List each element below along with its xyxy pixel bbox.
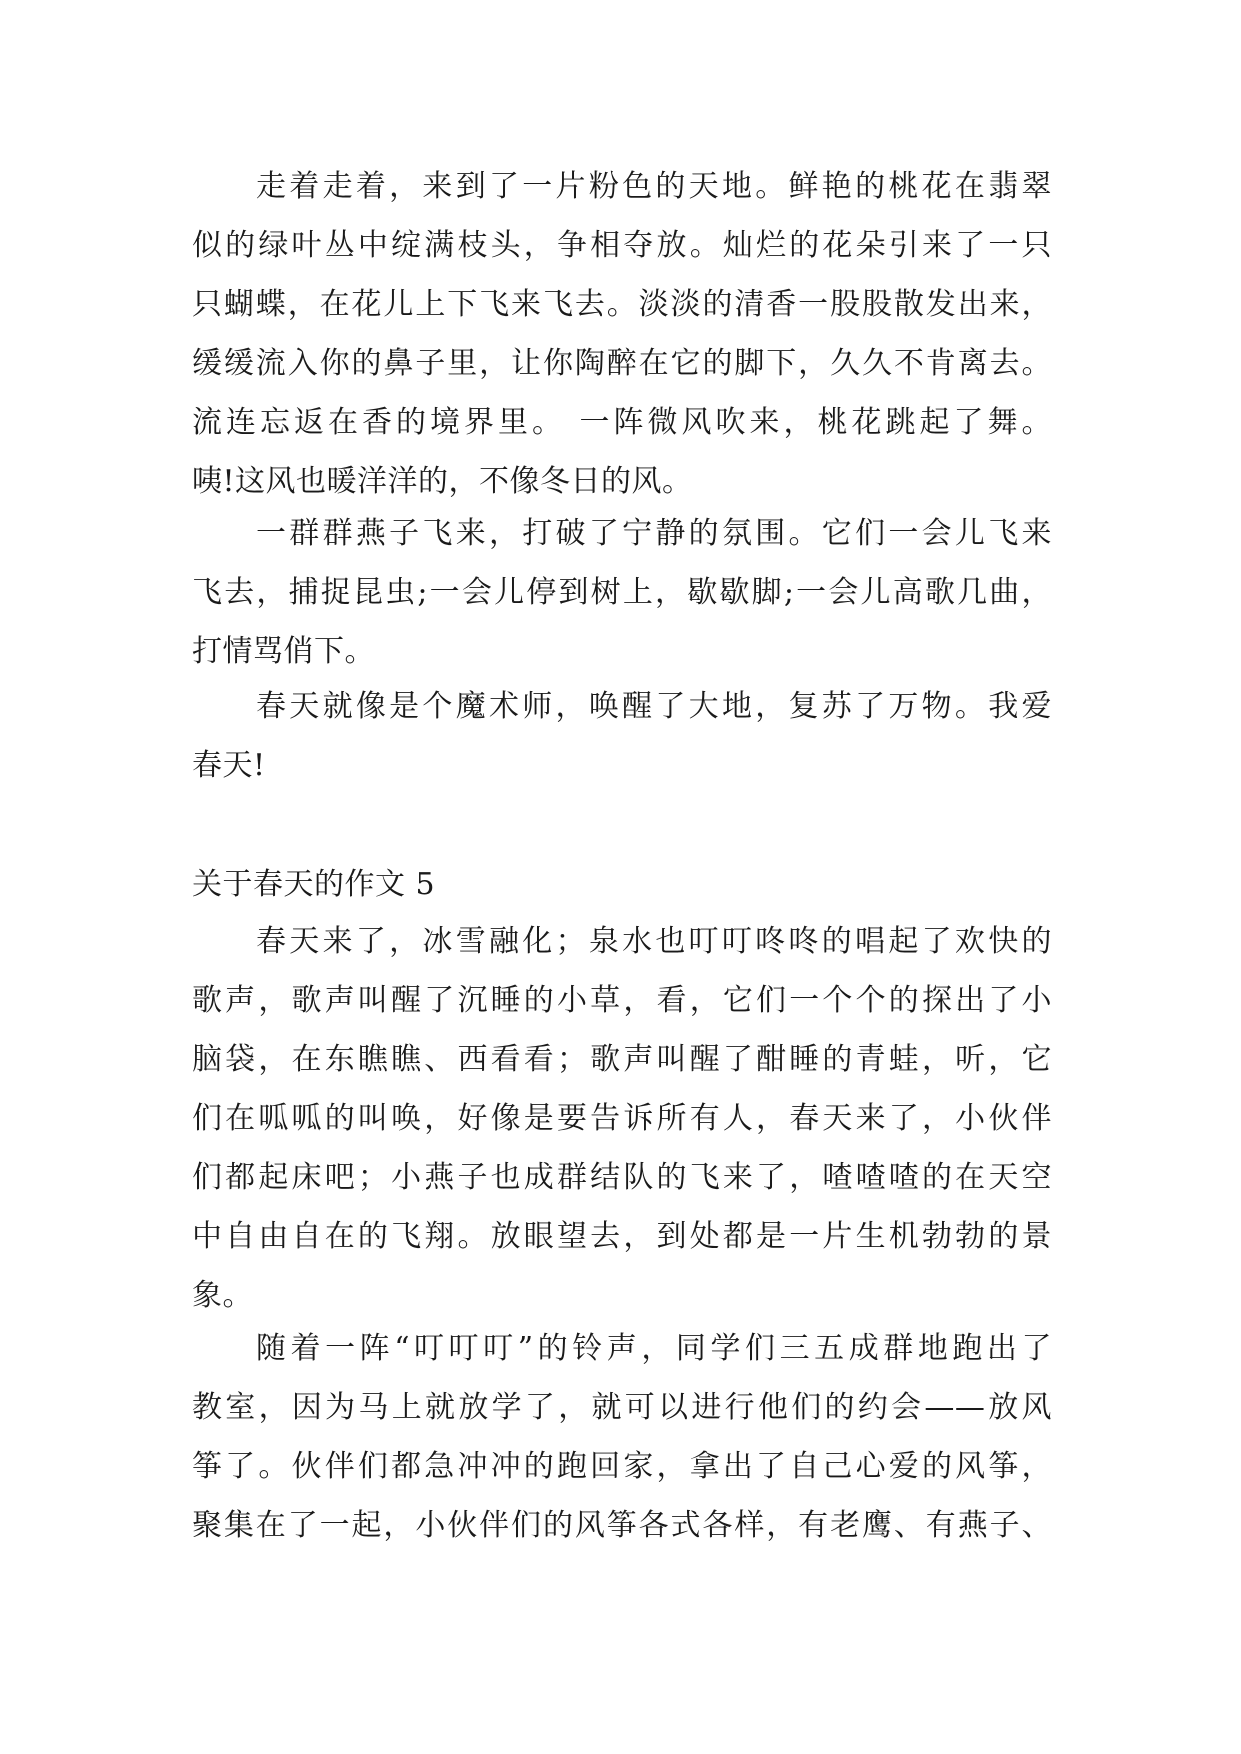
text-line: 只蝴蝶，在花儿上下飞来飞去。淡淡的清香一股股散发出来， — [192, 287, 1052, 322]
paragraph-5 — [192, 1319, 1052, 1555]
paragraph-4 — [192, 912, 1052, 1325]
text-line: 缓缓流入你的鼻子里，让你陶醉在它的脚下，久久不肯离去。 — [192, 346, 1052, 381]
paragraph-3 — [192, 677, 1052, 795]
text-line: 咦!这风也暖洋洋的，不像冬日的风。 — [192, 464, 693, 499]
text-line: 随着一阵“叮叮叮”的铃声，同学们三五成群地跑出了 — [256, 1331, 1052, 1366]
paragraph-2 — [192, 504, 1052, 681]
text-line: 中自由自在的飞翔。放眼望去，到处都是一片生机勃勃的景 — [192, 1219, 1052, 1254]
text-line: 聚集在了一起，小伙伴们的风筝各式各样，有老鹰、有燕子、 — [192, 1508, 1052, 1543]
text-line: 教室，因为马上就放学了，就可以进行他们的约会——放风 — [192, 1390, 1052, 1425]
text-line: 飞去，捕捉昆虫;一会儿停到树上，歇歇脚;一会儿高歌几曲， — [192, 575, 1052, 610]
text-line: 流连忘返在香的境界里。 一阵微风吹来，桃花跳起了舞。 — [192, 405, 1052, 440]
section-heading: 关于春天的作文 5 — [192, 867, 436, 902]
text-line: 一群群燕子飞来，打破了宁静的氛围。它们一会儿飞来 — [256, 516, 1052, 551]
text-line: 们都起床吧；小燕子也成群结队的飞来了，喳喳喳的在天空 — [192, 1160, 1052, 1195]
text-line: 脑袋，在东瞧瞧、西看看；歌声叫醒了酣睡的青蛙，听，它 — [192, 1042, 1052, 1077]
text-line: 春天! — [192, 748, 266, 783]
text-line: 们在呱呱的叫唤，好像是要告诉所有人，春天来了，小伙伴 — [192, 1101, 1052, 1136]
paragraph-1 — [192, 157, 1052, 511]
text-line: 春天来了，冰雪融化；泉水也叮叮咚咚的唱起了欢快的 — [256, 924, 1052, 959]
text-line: 歌声，歌声叫醒了沉睡的小草，看，它们一个个的探出了小 — [192, 983, 1052, 1018]
text-line: 似的绿叶丛中绽满枝头，争相夺放。灿烂的花朵引来了一只 — [192, 228, 1052, 263]
text-line: 筝了。伙伴们都急冲冲的跑回家，拿出了自己心爱的风筝， — [192, 1449, 1052, 1484]
text-line: 打情骂俏下。 — [192, 634, 375, 669]
text-line: 象。 — [192, 1278, 253, 1313]
text-line: 春天就像是个魔术师，唤醒了大地，复苏了万物。我爱 — [256, 689, 1052, 724]
text-line: 走着走着，来到了一片粉色的天地。鲜艳的桃花在翡翠 — [256, 169, 1052, 204]
